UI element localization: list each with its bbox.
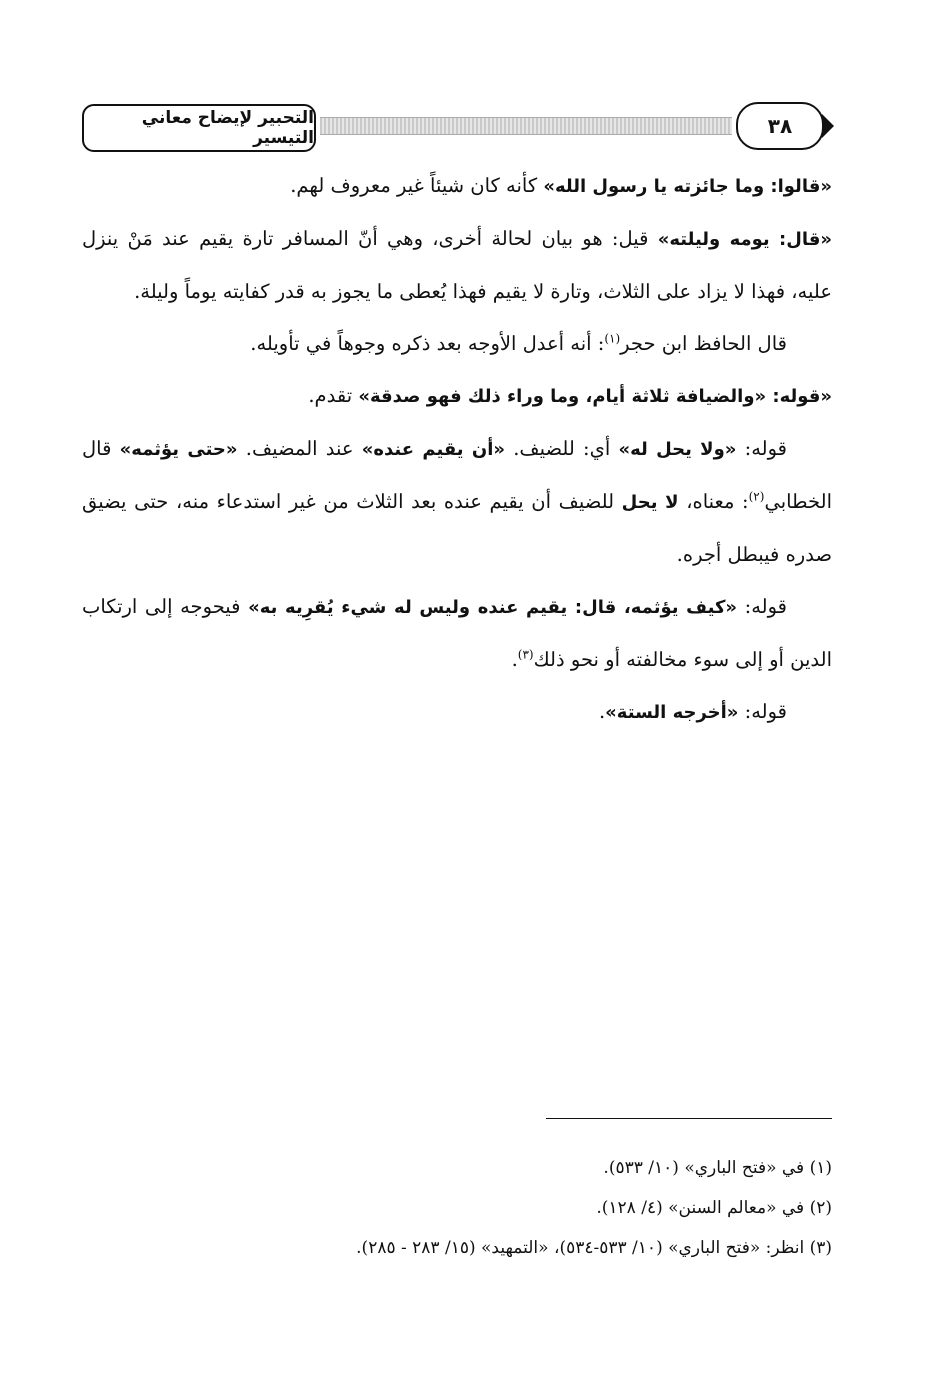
paragraph-3 xyxy=(82,318,832,370)
quote-bold: لا يحل xyxy=(621,492,679,513)
page-header xyxy=(82,100,832,152)
quote-bold: «حتى يؤثمه» xyxy=(119,439,238,460)
main-text xyxy=(82,160,832,739)
quote-bold: «قال: يومه وليلته» xyxy=(657,229,832,250)
book-title-box xyxy=(82,104,316,152)
text-span: كأنه كان شيئاً غير معروف لهم. xyxy=(290,174,544,197)
text-span: فيحوجه إلى ارتكاب الدين أو إلى سوء مخالفته أو نحو ذلك xyxy=(82,595,832,671)
text-span: قوله: xyxy=(738,700,787,723)
text-span: . xyxy=(511,648,518,671)
text-span: : معناه، xyxy=(678,490,749,513)
book-title: التحبير لإيضاح معاني التيسير xyxy=(141,108,314,148)
text-span: قيل: هو بيان لحالة أخرى، وهي أنّ المسافر تارة يقيم عند مَنْ ينزل عليه، فهذا لا يزاد على الثلاث، وتارة لا يقيم فهذا يُعطى ما يجوز به قدر كفايته يوماً وليلة. xyxy=(82,227,832,303)
footnote-separator xyxy=(546,1118,832,1119)
text-span: قوله: xyxy=(736,437,787,460)
text-span: للضيف أن يقيم عنده بعد الثلاث من غير استدعاء منه، حتى يضيق صدره فيبطل أجره. xyxy=(82,490,832,566)
footnotes xyxy=(82,1148,832,1268)
footnote-ref: (٣) xyxy=(517,647,534,662)
quote-bold: «ولا يحل له» xyxy=(618,439,737,460)
page-number-arrow-icon xyxy=(822,114,834,138)
text-span: قوله: xyxy=(737,595,788,618)
quote-bold: «قوله: «والضيافة ثلاثة أيام، وما وراء ذلك فهو صدقة» xyxy=(358,386,832,407)
text-span: تقدم. xyxy=(308,384,359,407)
paragraph-5 xyxy=(82,423,832,581)
paragraph-7 xyxy=(82,686,832,739)
paragraph-1 xyxy=(82,160,832,213)
quote-bold: «قالوا: وما جائزته يا رسول الله» xyxy=(543,176,832,197)
footnote-1: (١) في «فتح الباري» (١٠/ ٥٣٣). xyxy=(603,1158,832,1178)
footnote-ref: (١) xyxy=(604,331,621,346)
paragraph-6 xyxy=(82,581,832,686)
text-span: قال الخطابي xyxy=(82,437,833,513)
page-number: ٣٨ xyxy=(767,114,793,138)
footnote-3: (٣) انظر: «فتح الباري» (١٠/ ٥٣٣-٥٣٤)، «التمهيد» (١٥/ ٢٨٣ - ٢٨٥). xyxy=(356,1238,832,1258)
paragraph-4 xyxy=(82,370,832,423)
text-span: . xyxy=(598,700,606,723)
footnote-ref: (٢) xyxy=(748,489,765,504)
text-span: قال الحافظ ابن حجر xyxy=(620,332,787,355)
quote-bold: «أخرجه الستة» xyxy=(605,702,739,723)
header-decorative-band xyxy=(320,117,732,135)
text-span: : أنه أعدل الأوجه بعد ذكره وجوهاً في تأويله. xyxy=(250,332,605,355)
page-number-box xyxy=(736,102,824,150)
quote-bold: «أن يقيم عنده» xyxy=(361,439,505,460)
quote-bold: «كيف يؤثمه، قال: يقيم عنده وليس له شيء يُقرِيه به» xyxy=(248,597,738,618)
paragraph-2 xyxy=(82,213,832,318)
text-span: عند المضيف. xyxy=(237,437,362,460)
text-span: أي: للضيف. xyxy=(505,437,619,460)
footnote-2: (٢) في «معالم السنن» (٤/ ١٢٨). xyxy=(596,1198,832,1218)
